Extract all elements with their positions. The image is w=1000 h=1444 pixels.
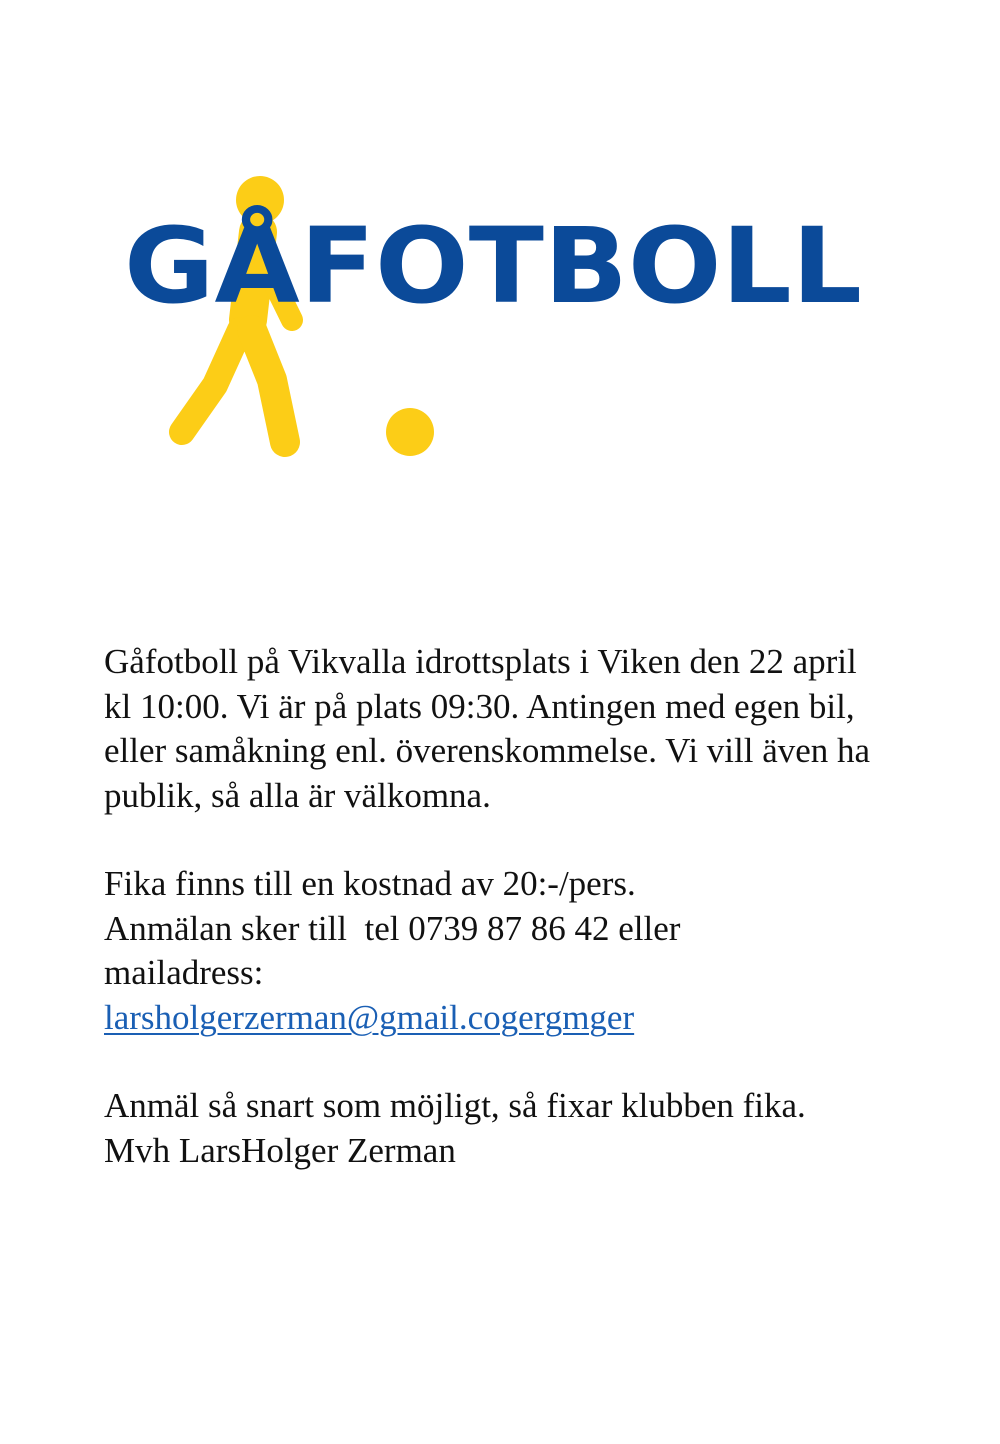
event-info-paragraph: Gåfotboll på Vikvalla idrottsplats i Viken den 22 april kl 10:00. Vi är på plats 09:30. Antingen med egen bil, eller samåkning enl. överenskommelse. Vi vill även ha publik, så alla är välkomna.: [104, 642, 871, 815]
logo-wordmark: GÅFOTBOLL: [124, 205, 863, 327]
announcement-body: [104, 640, 884, 1173]
signature: Mvh LarsHolger Zerman: [104, 1130, 456, 1170]
signup-info: Anmälan sker till tel 0739 87 86 42 eller: [104, 908, 681, 948]
closing-line: Anmäl så snart som möjligt, så fixar klubben fika.: [104, 1086, 806, 1125]
mail-label: mailadress:: [104, 953, 264, 992]
email-link[interactable]: larsholgerzerman@gmail.cogergmger: [104, 997, 635, 1037]
email-line: [104, 996, 884, 1041]
paragraph-spacer: [104, 1040, 884, 1084]
gafotboll-logo: [120, 170, 880, 470]
fika-info: Fika finns till en kostnad av 20:-/pers.: [104, 864, 636, 903]
paragraph-spacer: [104, 818, 884, 862]
